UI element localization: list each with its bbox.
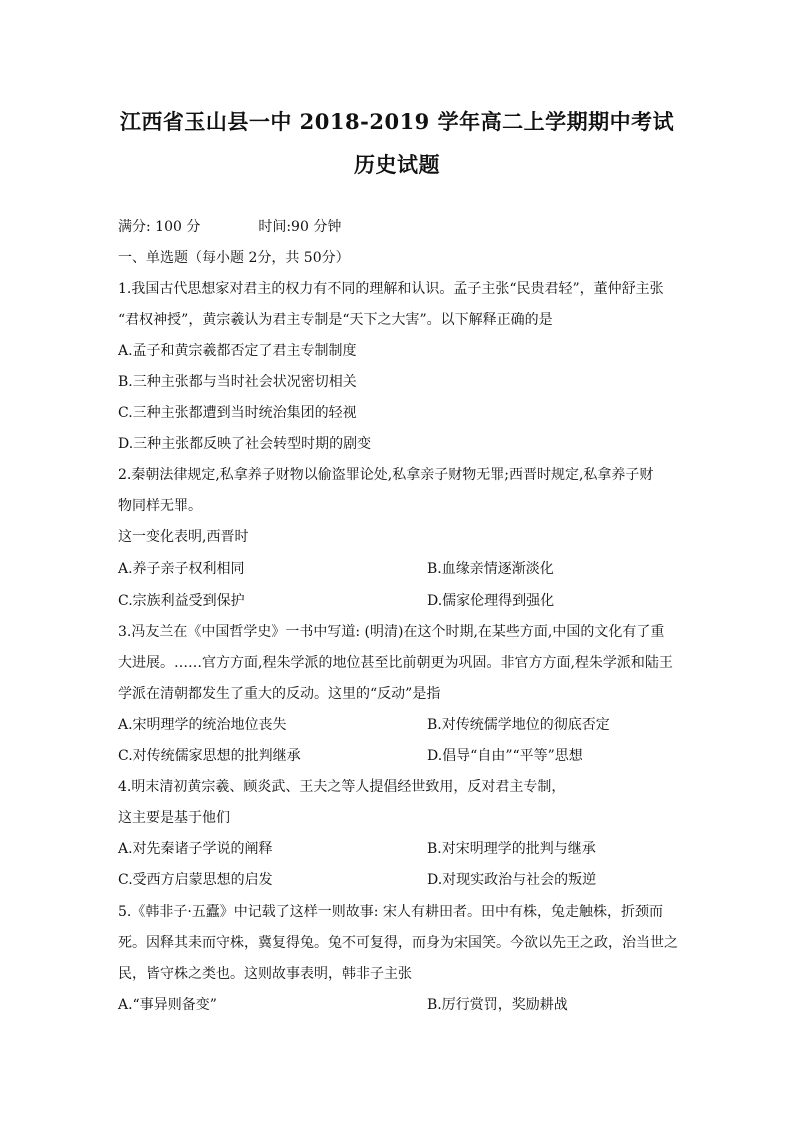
question-4-line-1: 4.明末清初黄宗羲、顾炎武、王夫之等人提倡经世致用，反对君主专制， [118, 779, 566, 795]
question-3-option-a: A.宋明理学的统治地位丧失 [118, 717, 287, 733]
exam-subtitle: 历史试题 [354, 152, 440, 177]
section-heading: 一、单选题（每小题 2分，共 50分） [118, 250, 350, 266]
question-5-line-2: 死。因释其耒而守株，冀复得兔。兔不可复得，而身为宋国笑。今欲以先王之政，治当世之 [118, 935, 678, 951]
question-1-option-d: D.三种主张都反映了社会转型时期的剧变 [118, 436, 372, 452]
score-text: 满分: 100 分 [118, 219, 201, 235]
question-2-option-d: D.儒家伦理得到强化 [427, 593, 555, 609]
question-4-option-a: A.对先秦诸子学说的阐释 [118, 841, 273, 857]
question-1-option-b: B.三种主张都与当时社会状况密切相关 [118, 374, 357, 390]
question-1-option-c: C.三种主张都遭到当时统治集团的轻视 [118, 405, 357, 421]
question-3-line-3: 学派在清朝都发生了重大的反动。这里的“反动”是指 [118, 686, 441, 702]
question-4-line-2: 这主要是基于他们 [118, 810, 230, 826]
question-2-line-2: 物同样无罪。 [118, 498, 202, 514]
question-3-line-1: 3.冯友兰在《中国哲学史》一书中写道: (明清)在这个时期,在某些方面,中国的文化有了重 [118, 624, 665, 640]
time-text: 时间:90 分钟 [258, 219, 342, 235]
exam-meta [118, 218, 341, 236]
question-5-line-3: 民，皆守株之类也。这则故事表明，韩非子主张 [118, 966, 412, 982]
exam-title: 江西省玉山县一中 2018-2019 学年高二上学期期中考试 [119, 109, 675, 134]
question-1-option-a: A.孟子和黄宗羲都否定了君主专制制度 [118, 343, 357, 359]
question-4-option-c: C.受西方启蒙思想的启发 [118, 872, 273, 888]
question-5-line-1: 5.《韩非子·五蠹》中记载了这样一则故事: 宋人有耕田者。田中有株，兔走触株，折颈而 [118, 904, 663, 920]
question-2-line-1: 2.秦朝法律规定,私拿养子财物以偷盗罪论处,私拿亲子财物无罪;西晋时规定,私拿养子财 [118, 467, 654, 483]
question-5-option-b: B.厉行赏罚，奖励耕战 [427, 997, 568, 1013]
question-1-line-2: “君权神授”，黄宗羲认为君主专制是“天下之大害”。以下解释正确的是 [118, 312, 553, 328]
question-2-option-c: C.宗族利益受到保护 [118, 593, 245, 609]
question-3-option-d: D.倡导“自由”“平等”思想 [427, 748, 583, 764]
question-3-option-c: C.对传统儒家思想的批判继承 [118, 748, 301, 764]
question-2-line-3: 这一变化表明,西晋时 [118, 529, 249, 545]
question-2-option-b: B.血缘亲情逐渐淡化 [427, 561, 554, 577]
question-2-option-a: A.养子亲子权利相同 [118, 561, 245, 577]
question-4-option-b: B.对宋明理学的批判与继承 [427, 841, 596, 857]
question-3-line-2: 大进展。……官方方面,程朱学派的地位甚至比前朝更为巩固。非官方方面,程朱学派和陆王 [118, 655, 673, 671]
question-4-option-d: D.对现实政治与社会的叛逆 [427, 872, 597, 888]
question-1-line-1: 1.我国古代思想家对君主的权力有不同的理解和认识。孟子主张“民贵君轻”，董仲舒主张 [118, 281, 664, 297]
question-3-option-b: B.对传统儒学地位的彻底否定 [427, 717, 610, 733]
question-5-option-a: A.“事异则备变” [118, 997, 217, 1013]
